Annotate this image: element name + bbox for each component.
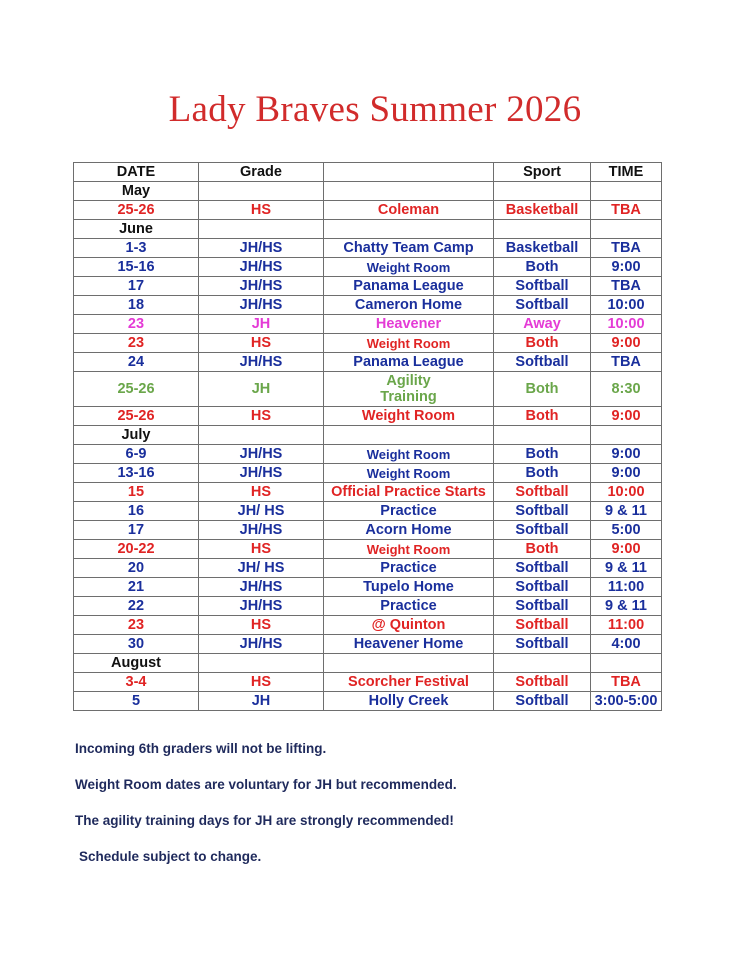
cell-sport: Softball (494, 353, 591, 372)
cell-date: 15-16 (74, 258, 199, 277)
cell-sport: Softball (494, 277, 591, 296)
cell-date: 20 (74, 559, 199, 578)
cell-date: 25-26 (74, 372, 199, 407)
cell-event: Weight Room (324, 407, 494, 426)
cell-sport: Softball (494, 673, 591, 692)
cell-sport (494, 654, 591, 673)
cell-date: May (74, 182, 199, 201)
notes-section (75, 740, 457, 884)
month-row (74, 220, 662, 239)
cell-event: Holly Creek (324, 692, 494, 711)
table-row (74, 559, 662, 578)
cell-sport: Both (494, 372, 591, 407)
cell-time: 10:00 (591, 315, 662, 334)
cell-time (591, 182, 662, 201)
cell-event: Practice (324, 502, 494, 521)
cell-date: 20-22 (74, 540, 199, 559)
cell-grade: HS (199, 540, 324, 559)
cell-date: 1-3 (74, 239, 199, 258)
cell-grade: JH/HS (199, 597, 324, 616)
table-row (74, 673, 662, 692)
cell-grade: JH/ HS (199, 502, 324, 521)
table-row (74, 277, 662, 296)
cell-event: Chatty Team Camp (324, 239, 494, 258)
cell-event: Panama League (324, 353, 494, 372)
cell-sport: Softball (494, 502, 591, 521)
cell-event: Heavener (324, 315, 494, 334)
cell-grade: JH/HS (199, 239, 324, 258)
cell-sport: Softball (494, 296, 591, 315)
table-row (74, 616, 662, 635)
cell-grade: JH/HS (199, 445, 324, 464)
cell-sport: Softball (494, 692, 591, 711)
cell-time: TBA (591, 239, 662, 258)
cell-event: Weight Room (324, 540, 494, 559)
cell-event (324, 426, 494, 445)
cell-sport: Softball (494, 616, 591, 635)
cell-grade: JH (199, 692, 324, 711)
cell-time (591, 654, 662, 673)
cell-sport: Softball (494, 597, 591, 616)
cell-grade: HS (199, 334, 324, 353)
table-header-row (74, 163, 662, 182)
cell-event (324, 654, 494, 673)
cell-date: 17 (74, 277, 199, 296)
cell-date: July (74, 426, 199, 445)
table-row (74, 464, 662, 483)
table-row (74, 635, 662, 654)
cell-date: 30 (74, 635, 199, 654)
cell-grade: JH (199, 372, 324, 407)
cell-time: 9:00 (591, 334, 662, 353)
header-grade: Grade (199, 163, 324, 182)
cell-sport (494, 220, 591, 239)
cell-date: 3-4 (74, 673, 199, 692)
cell-date: 22 (74, 597, 199, 616)
cell-event: Heavener Home (324, 635, 494, 654)
cell-grade: HS (199, 407, 324, 426)
note-line: The agility training days for JH are strongly recommended! (75, 813, 454, 828)
cell-grade: JH/HS (199, 258, 324, 277)
cell-time (591, 426, 662, 445)
table-row (74, 334, 662, 353)
cell-date: 18 (74, 296, 199, 315)
cell-event: Panama League (324, 277, 494, 296)
cell-event: Weight Room (324, 258, 494, 277)
header-date: DATE (74, 163, 199, 182)
cell-event: Acorn Home (324, 521, 494, 540)
cell-grade: JH/ HS (199, 559, 324, 578)
header-event (324, 163, 494, 182)
cell-event: Weight Room (324, 464, 494, 483)
cell-grade: JH/HS (199, 277, 324, 296)
cell-event: Official Practice Starts (324, 483, 494, 502)
cell-sport: Both (494, 464, 591, 483)
cell-event: Cameron Home (324, 296, 494, 315)
table-row (74, 502, 662, 521)
cell-sport (494, 182, 591, 201)
cell-grade: JH/HS (199, 353, 324, 372)
cell-sport: Both (494, 334, 591, 353)
header-sport: Sport (494, 163, 591, 182)
table-row (74, 353, 662, 372)
cell-grade (199, 220, 324, 239)
cell-grade: JH/HS (199, 578, 324, 597)
cell-date: 24 (74, 353, 199, 372)
cell-date: 23 (74, 334, 199, 353)
cell-event: Practice (324, 559, 494, 578)
cell-event (324, 182, 494, 201)
cell-sport: Softball (494, 483, 591, 502)
cell-time: 9 & 11 (591, 559, 662, 578)
cell-event: @ Quinton (324, 616, 494, 635)
month-row (74, 426, 662, 445)
header-time: TIME (591, 163, 662, 182)
cell-time: 9:00 (591, 407, 662, 426)
cell-time (591, 220, 662, 239)
cell-grade: JH/HS (199, 635, 324, 654)
cell-time: TBA (591, 673, 662, 692)
cell-date: 6-9 (74, 445, 199, 464)
cell-sport (494, 426, 591, 445)
schedule-body (74, 182, 662, 711)
cell-time: TBA (591, 353, 662, 372)
cell-sport: Softball (494, 521, 591, 540)
cell-event: Weight Room (324, 445, 494, 464)
cell-date: June (74, 220, 199, 239)
cell-event: Weight Room (324, 334, 494, 353)
cell-grade (199, 654, 324, 673)
cell-sport: Both (494, 445, 591, 464)
cell-time: 5:00 (591, 521, 662, 540)
page-title: Lady Braves Summer 2026 (168, 89, 582, 130)
cell-sport: Both (494, 540, 591, 559)
cell-grade: JH/HS (199, 521, 324, 540)
table-row (74, 407, 662, 426)
cell-time: TBA (591, 201, 662, 220)
note-line: Incoming 6th graders will not be lifting. (75, 741, 327, 756)
cell-date: 23 (74, 315, 199, 334)
cell-time: 9 & 11 (591, 502, 662, 521)
cell-grade (199, 182, 324, 201)
cell-date: 25-26 (74, 201, 199, 220)
cell-time: 4:00 (591, 635, 662, 654)
cell-date: 5 (74, 692, 199, 711)
note-line: Schedule subject to change. (79, 849, 262, 864)
cell-sport: Softball (494, 635, 591, 654)
schedule-table (73, 162, 662, 711)
cell-sport: Softball (494, 578, 591, 597)
cell-event (324, 220, 494, 239)
cell-grade: JH (199, 315, 324, 334)
cell-date: 17 (74, 521, 199, 540)
cell-date: 25-26 (74, 407, 199, 426)
table-row (74, 258, 662, 277)
month-row (74, 182, 662, 201)
table-row (74, 372, 662, 407)
cell-sport: Away (494, 315, 591, 334)
cell-date: 15 (74, 483, 199, 502)
cell-sport: Both (494, 258, 591, 277)
cell-time: 9 & 11 (591, 597, 662, 616)
cell-event: Practice (324, 597, 494, 616)
cell-date: 16 (74, 502, 199, 521)
cell-time: 9:00 (591, 445, 662, 464)
cell-event: Agility Training (324, 372, 494, 407)
cell-time: TBA (591, 277, 662, 296)
cell-grade: JH/HS (199, 296, 324, 315)
cell-sport: Basketball (494, 201, 591, 220)
table-row (74, 521, 662, 540)
cell-grade: HS (199, 483, 324, 502)
cell-date: 23 (74, 616, 199, 635)
cell-time: 9:00 (591, 258, 662, 277)
cell-time: 9:00 (591, 540, 662, 559)
cell-date: August (74, 654, 199, 673)
cell-sport: Both (494, 407, 591, 426)
cell-date: 21 (74, 578, 199, 597)
cell-grade: HS (199, 201, 324, 220)
table-row (74, 578, 662, 597)
cell-time: 10:00 (591, 483, 662, 502)
cell-time: 8:30 (591, 372, 662, 407)
cell-event: Tupelo Home (324, 578, 494, 597)
cell-event: Scorcher Festival (324, 673, 494, 692)
cell-grade: JH/HS (199, 464, 324, 483)
cell-time: 11:00 (591, 616, 662, 635)
cell-sport: Softball (494, 559, 591, 578)
cell-time: 11:00 (591, 578, 662, 597)
cell-event: Coleman (324, 201, 494, 220)
table-row (74, 483, 662, 502)
cell-grade (199, 426, 324, 445)
cell-grade: HS (199, 616, 324, 635)
table-row (74, 239, 662, 258)
note-line: Weight Room dates are voluntary for JH but recommended. (75, 777, 457, 792)
month-row (74, 654, 662, 673)
table-row (74, 315, 662, 334)
table-row (74, 201, 662, 220)
cell-time: 3:00-5:00 (591, 692, 662, 711)
cell-grade: HS (199, 673, 324, 692)
table-row (74, 445, 662, 464)
table-row (74, 296, 662, 315)
cell-sport: Basketball (494, 239, 591, 258)
table-row (74, 692, 662, 711)
table-row (74, 540, 662, 559)
cell-time: 10:00 (591, 296, 662, 315)
cell-time: 9:00 (591, 464, 662, 483)
cell-date: 13-16 (74, 464, 199, 483)
table-row (74, 597, 662, 616)
